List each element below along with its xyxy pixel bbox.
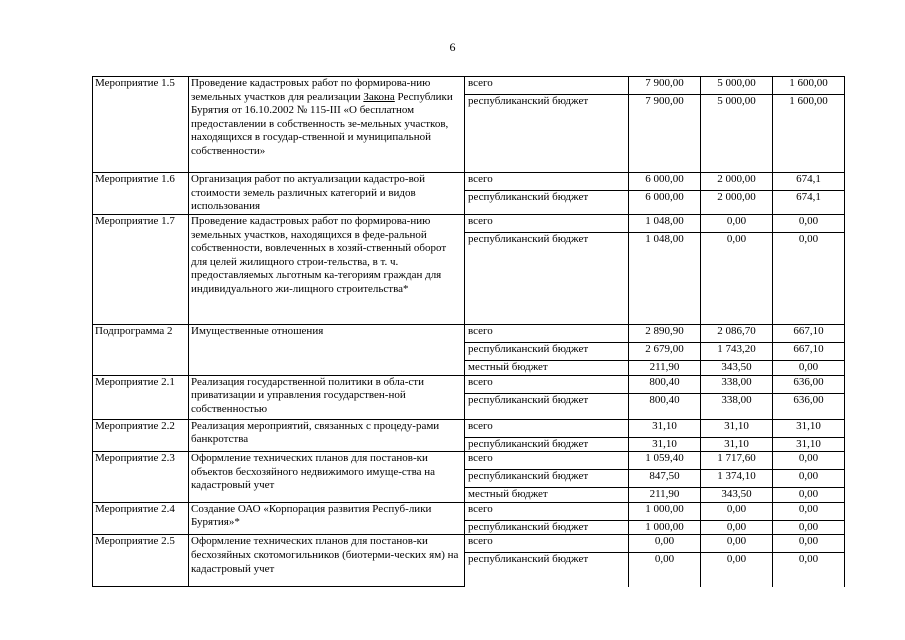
amount-cell: 0,00 — [629, 553, 701, 587]
item-description — [189, 375, 465, 419]
amount-cell: 0,00 — [773, 452, 845, 470]
description-text: Оформление технических планов для постанов-ки объектов бесхозяйного недвижимого имуще-ства на кадастровый учет — [191, 452, 436, 492]
funding-source: всего — [465, 375, 629, 393]
amount-cell: 31,10 — [701, 419, 773, 437]
amount-cell: 211,90 — [629, 488, 701, 503]
table-row — [93, 502, 845, 520]
amount-cell: 0,00 — [773, 520, 845, 535]
amount-cell: 343,50 — [701, 361, 773, 376]
funding-source: местный бюджет — [465, 361, 629, 376]
amount-cell: 1 000,00 — [629, 502, 701, 520]
funding-source: республиканский бюджет — [465, 520, 629, 535]
amount-cell: 0,00 — [701, 553, 773, 587]
amount-cell: 6 000,00 — [629, 173, 701, 191]
item-code: Мероприятие 1.6 — [93, 173, 189, 215]
amount-cell: 0,00 — [701, 215, 773, 233]
amount-cell: 31,10 — [773, 419, 845, 437]
table-row — [93, 375, 845, 393]
table-row — [93, 452, 845, 470]
table-row — [93, 173, 845, 191]
description-text: Создание ОАО «Корпорация развития Респуб-лики Бурятия»* — [191, 502, 432, 529]
amount-cell: 636,00 — [773, 393, 845, 419]
law-reference: Закона — [363, 90, 395, 103]
item-description — [189, 77, 465, 173]
amount-cell: 1 048,00 — [629, 215, 701, 233]
table-row — [93, 215, 845, 233]
budget-table — [92, 76, 845, 587]
amount-cell: 847,50 — [629, 470, 701, 488]
amount-cell: 0,00 — [773, 233, 845, 325]
item-code: Мероприятие 1.5 — [93, 77, 189, 173]
amount-cell: 1 600,00 — [773, 95, 845, 173]
description-text: Реализация государственной политики в обла-сти приватизации и управления государствен-ной собственностью — [191, 375, 424, 415]
amount-cell: 0,00 — [773, 535, 845, 553]
item-code: Мероприятие 2.1 — [93, 375, 189, 419]
item-code: Мероприятие 2.3 — [93, 452, 189, 503]
item-description — [189, 173, 465, 215]
item-description — [189, 325, 465, 376]
funding-source: республиканский бюджет — [465, 470, 629, 488]
amount-cell: 343,50 — [701, 488, 773, 503]
item-code: Подпрограмма 2 — [93, 325, 189, 376]
amount-cell: 0,00 — [773, 215, 845, 233]
amount-cell: 0,00 — [701, 502, 773, 520]
item-description — [189, 215, 465, 325]
item-code: Мероприятие 2.5 — [93, 535, 189, 587]
funding-source: республиканский бюджет — [465, 553, 629, 587]
item-code: Мероприятие 2.2 — [93, 419, 189, 452]
funding-source: всего — [465, 325, 629, 343]
funding-source: всего — [465, 77, 629, 95]
funding-source: республиканский бюджет — [465, 437, 629, 452]
amount-cell: 0,00 — [701, 233, 773, 325]
amount-cell: 1 059,40 — [629, 452, 701, 470]
item-description — [189, 419, 465, 452]
amount-cell: 338,00 — [701, 375, 773, 393]
amount-cell: 1 717,60 — [701, 452, 773, 470]
amount-cell: 211,90 — [629, 361, 701, 376]
amount-cell: 2 679,00 — [629, 343, 701, 361]
amount-cell: 6 000,00 — [629, 191, 701, 215]
amount-cell: 31,10 — [629, 419, 701, 437]
funding-source: всего — [465, 173, 629, 191]
description-text: Оформление технических планов для постанов-ки бесхозяйных скотомогильников (биотерми-ческих ям) на кадастровый учет — [191, 535, 459, 575]
table-row — [93, 419, 845, 437]
amount-cell: 800,40 — [629, 393, 701, 419]
table-row — [93, 535, 845, 553]
table-row — [93, 325, 845, 343]
amount-cell: 31,10 — [773, 437, 845, 452]
amount-cell: 0,00 — [773, 488, 845, 503]
amount-cell: 31,10 — [701, 437, 773, 452]
amount-cell: 2 086,70 — [701, 325, 773, 343]
amount-cell: 1 743,20 — [701, 343, 773, 361]
description-text: Имущественные отношения — [191, 325, 324, 337]
description-text: Проведение кадастровых работ по формирова-нию земельных участков, находящихся в феде-ральной собственности, вовлеченных в хозяй-ственный оборот для целей жилищного строи-тельства, в т. ч. предоставляемых льготным ка-тегориям граждан для индивидуального жи-лищного строительства* — [191, 215, 447, 295]
description-text: Реализация мероприятий, связанных с процеду-рами банкротства — [191, 419, 440, 446]
table-row — [93, 77, 845, 95]
funding-source: республиканский бюджет — [465, 233, 629, 325]
amount-cell: 2 890,90 — [629, 325, 701, 343]
amount-cell: 0,00 — [701, 535, 773, 553]
funding-source: всего — [465, 419, 629, 437]
amount-cell: 7 900,00 — [629, 95, 701, 173]
funding-source: республиканский бюджет — [465, 95, 629, 173]
amount-cell: 0,00 — [773, 502, 845, 520]
amount-cell: 2 000,00 — [701, 173, 773, 191]
funding-source: местный бюджет — [465, 488, 629, 503]
item-code: Мероприятие 1.7 — [93, 215, 189, 325]
amount-cell: 0,00 — [629, 535, 701, 553]
description-text: Проведение кадастровых работ по формирова-нию земельных участков для реализации — [191, 77, 431, 103]
item-description — [189, 535, 465, 587]
funding-source: республиканский бюджет — [465, 343, 629, 361]
amount-cell: 1 000,00 — [629, 520, 701, 535]
item-description — [189, 452, 465, 503]
amount-cell: 0,00 — [773, 470, 845, 488]
funding-source: республиканский бюджет — [465, 393, 629, 419]
description-text: Республики Бурятия от 16.10.2002 № 115-III «О бесплатном предоставлении в собственность зе-мельных участков, находящихся в государ-ственной и муниципальной собственности» — [191, 90, 453, 157]
amount-cell: 674,1 — [773, 173, 845, 191]
amount-cell: 800,40 — [629, 375, 701, 393]
item-description — [189, 502, 465, 535]
amount-cell: 5 000,00 — [701, 77, 773, 95]
amount-cell: 0,00 — [773, 361, 845, 376]
funding-source: всего — [465, 535, 629, 553]
amount-cell: 0,00 — [701, 520, 773, 535]
table-body — [93, 77, 845, 587]
amount-cell: 31,10 — [629, 437, 701, 452]
amount-cell: 1 600,00 — [773, 77, 845, 95]
amount-cell: 667,10 — [773, 343, 845, 361]
amount-cell: 0,00 — [773, 553, 845, 587]
funding-source: республиканский бюджет — [465, 191, 629, 215]
amount-cell: 1 048,00 — [629, 233, 701, 325]
item-code: Мероприятие 2.4 — [93, 502, 189, 535]
amount-cell: 636,00 — [773, 375, 845, 393]
amount-cell: 1 374,10 — [701, 470, 773, 488]
amount-cell: 2 000,00 — [701, 191, 773, 215]
amount-cell: 5 000,00 — [701, 95, 773, 173]
amount-cell: 338,00 — [701, 393, 773, 419]
amount-cell: 667,10 — [773, 325, 845, 343]
amount-cell: 674,1 — [773, 191, 845, 215]
funding-source: всего — [465, 502, 629, 520]
amount-cell: 7 900,00 — [629, 77, 701, 95]
page-number: 6 — [449, 40, 456, 54]
description-text: Организация работ по актуализации кадастро-вой стоимости земель различных категорий и видов использования — [191, 173, 426, 213]
funding-source: всего — [465, 215, 629, 233]
funding-source: всего — [465, 452, 629, 470]
